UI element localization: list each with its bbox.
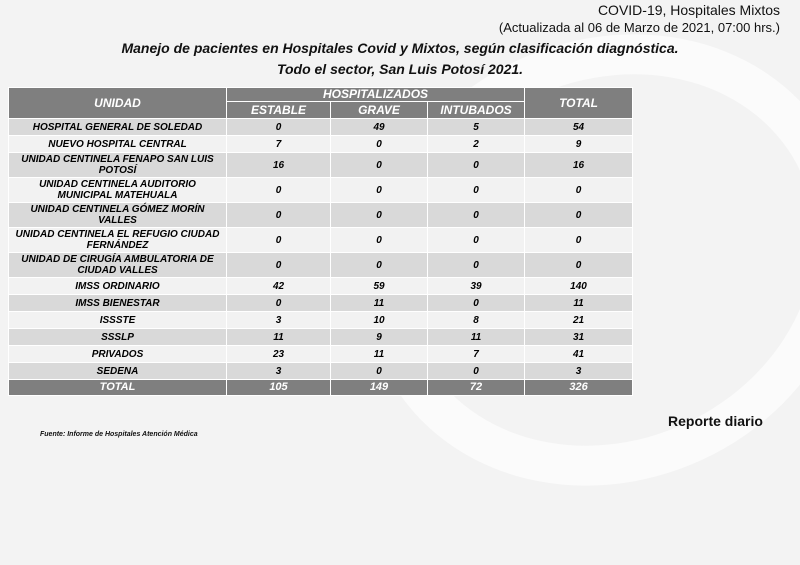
total-value: 9 [525,136,633,153]
intubados-value: 0 [428,178,525,203]
table-row [9,278,633,295]
intubados-value: 0 [428,203,525,228]
estable-value: 11 [227,329,331,346]
intubados-value: 39 [428,278,525,295]
intubados-value: 0 [428,295,525,312]
unit-name: NUEVO HOSPITAL CENTRAL [9,136,227,153]
estable-value: 0 [227,119,331,136]
estable-value: 16 [227,153,331,178]
estable-value: 0 [227,203,331,228]
total-value: 16 [525,153,633,178]
total-value: 3 [525,363,633,380]
total-value: 54 [525,119,633,136]
estable-value: 0 [227,228,331,253]
grave-value: 49 [331,119,428,136]
total-value: 21 [525,312,633,329]
total-value: 11 [525,295,633,312]
intubados-value: 5 [428,119,525,136]
estable-value: 3 [227,312,331,329]
total-value: 31 [525,329,633,346]
total-value: 0 [525,228,633,253]
grave-value: 59 [331,278,428,295]
total-value: 41 [525,346,633,363]
grave-value: 10 [331,312,428,329]
table-row [9,203,633,228]
grave-value: 0 [331,153,428,178]
unit-name: HOSPITAL GENERAL DE SOLEDAD [9,119,227,136]
grave-value: 0 [331,228,428,253]
total-value: 140 [525,278,633,295]
estable-value: 3 [227,363,331,380]
header-intubados: INTUBADOS [428,102,525,119]
estable-value: 42 [227,278,331,295]
unit-name: UNIDAD CENTINELA EL REFUGIO CIUDAD FERNÁNDEZ [9,228,227,253]
total-intubados: 72 [428,380,525,396]
total-overall: 326 [525,380,633,396]
intubados-value: 0 [428,153,525,178]
intubados-value: 7 [428,346,525,363]
daily-report-label: Reporte diario [668,413,763,429]
grave-value: 0 [331,178,428,203]
estable-value: 7 [227,136,331,153]
table-row [9,253,633,278]
intubados-value: 11 [428,329,525,346]
unit-name: SEDENA [9,363,227,380]
total-row [9,380,633,396]
unit-name: UNIDAD DE CIRUGÍA AMBULATORIA DE CIUDAD VALLES [9,253,227,278]
grave-value: 9 [331,329,428,346]
unit-name: IMSS BIENESTAR [9,295,227,312]
header-grave: GRAVE [331,102,428,119]
unit-name: UNIDAD CENTINELA AUDITORIO MUNICIPAL MATEHUALA [9,178,227,203]
unit-name: ISSSTE [9,312,227,329]
table-row [9,136,633,153]
unit-name: UNIDAD CENTINELA FENAPO SAN LUIS POTOSÍ [9,153,227,178]
intubados-value: 2 [428,136,525,153]
table-row [9,312,633,329]
estable-value: 0 [227,253,331,278]
grave-value: 0 [331,253,428,278]
grave-value: 0 [331,136,428,153]
unit-name: PRIVADOS [9,346,227,363]
total-value: 0 [525,203,633,228]
table-row [9,295,633,312]
intubados-value: 8 [428,312,525,329]
intubados-value: 0 [428,363,525,380]
source-note: Fuente: Informe de Hospitales Atención Médica [40,431,198,438]
header-hospitalizados: HOSPITALIZADOS [227,88,525,102]
estable-value: 0 [227,178,331,203]
total-grave: 149 [331,380,428,396]
total-value: 0 [525,253,633,278]
grave-value: 0 [331,363,428,380]
total-label: TOTAL [9,380,227,396]
header-estable: ESTABLE [227,102,331,119]
header-unidad: UNIDAD [9,88,227,119]
header-total: TOTAL [525,88,633,119]
unit-name: IMSS ORDINARIO [9,278,227,295]
hospital-table [8,87,633,396]
table-row [9,346,633,363]
table-row [9,228,633,253]
grave-value: 0 [331,203,428,228]
subtitle-line-1: Manejo de pacientes en Hospitales Covid y Mixtos, según clasificación diagnóstica. [121,40,679,56]
estable-value: 23 [227,346,331,363]
grave-value: 11 [331,346,428,363]
subtitle-line-2: Todo el sector, San Luis Potosí 2021. [276,61,524,77]
header-title: COVID-19, Hospitales Mixtos [597,2,780,18]
total-value: 0 [525,178,633,203]
table-row [9,153,633,178]
intubados-value: 0 [428,253,525,278]
unit-name: SSSLP [9,329,227,346]
grave-value: 11 [331,295,428,312]
table-row [9,363,633,380]
header-update-date: (Actualizada al 06 de Marzo de 2021, 07:00 hrs.) [498,20,780,35]
table-row [9,178,633,203]
total-estable: 105 [227,380,331,396]
table-row [9,329,633,346]
table-row [9,119,633,136]
unit-name: UNIDAD CENTINELA GÓMEZ MORÍN VALLES [9,203,227,228]
estable-value: 0 [227,295,331,312]
intubados-value: 0 [428,228,525,253]
